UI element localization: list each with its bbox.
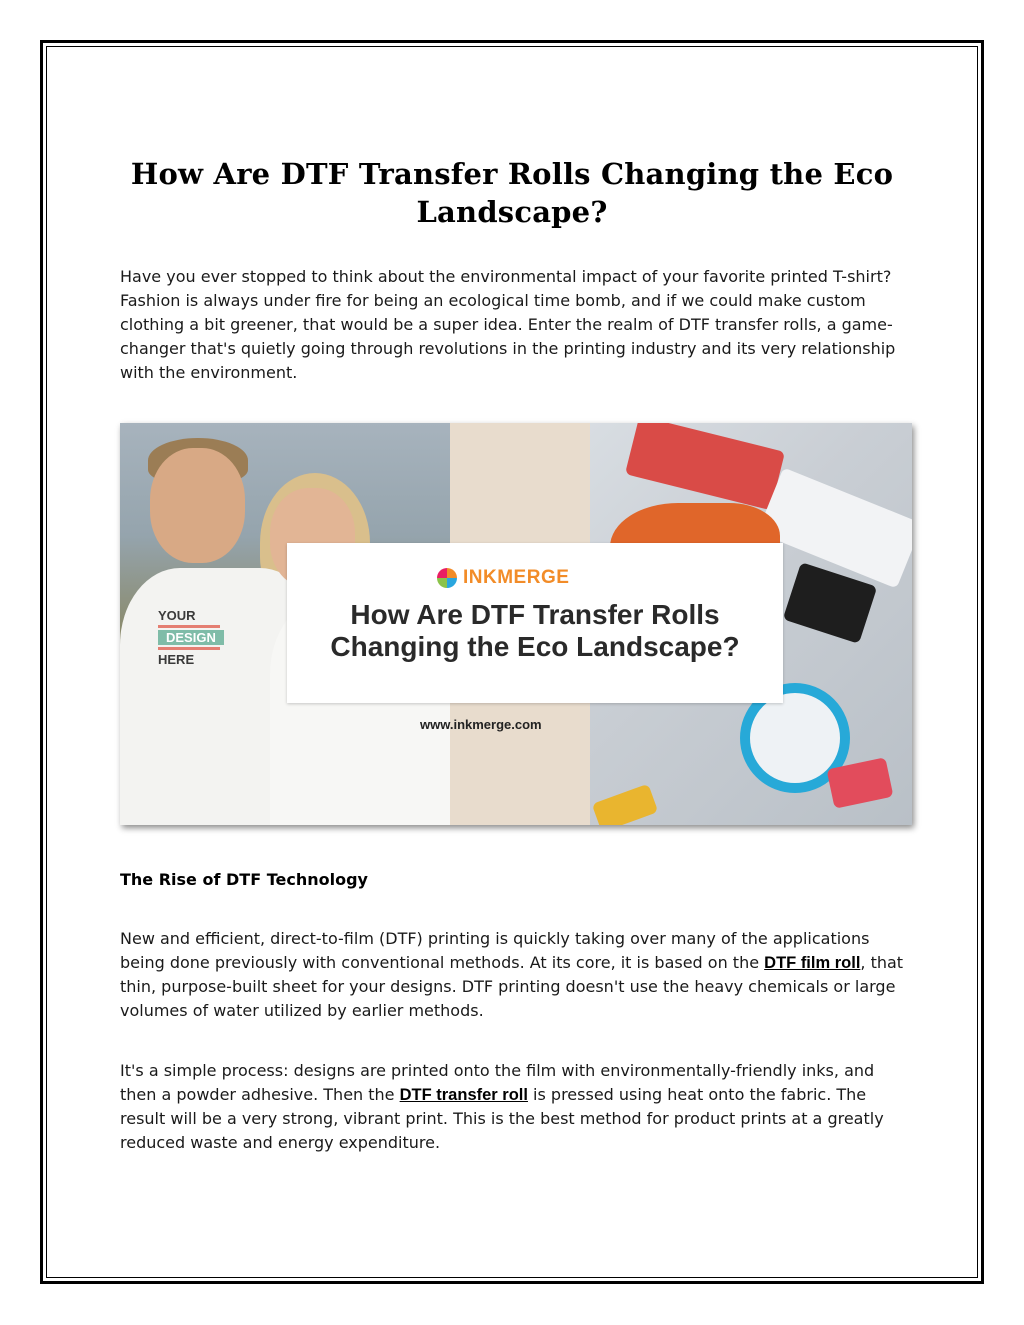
brand-name: INKMERGE — [463, 567, 570, 588]
brand-logo-lockup — [437, 567, 569, 589]
shirt-stripe — [158, 625, 220, 628]
shirt-stripe — [158, 647, 220, 650]
rise-paragraph-2 — [120, 1059, 910, 1155]
rise-p1-text-before: New and efficient, direct-to-film (DTF) printing is quickly taking over many of the applications being done previously with conventional methods. At its core, it is based on the — [120, 929, 870, 972]
red-sticker — [625, 423, 785, 510]
man-face — [150, 448, 245, 563]
article-title: How Are DTF Transfer Rolls Changing the Eco Landscape? — [130, 157, 894, 229]
intro-paragraph: Have you ever stopped to think about the environmental impact of your favorite printed T-shirt? Fashion is always under fire for being an ecological time bomb, and if we could make custom clothing a bit greener, that would be a super idea. Enter the realm of DTF transfer rolls, a game-changer that's quietly going through revolutions in the printing industry and its very relationship with the environment. — [120, 267, 896, 382]
rise-p2-text-before: It's a simple process: designs are printed onto the film with environmentally-friendly inks, and then a powder adhesive. Then the — [120, 1061, 875, 1104]
section-heading: The Rise of DTF Technology — [120, 870, 368, 889]
banner-headline: How Are DTF Transfer Rolls Changing the Eco Landscape? — [330, 599, 740, 662]
shirt-design-placeholder — [158, 608, 238, 667]
banner-title-card — [287, 543, 783, 703]
rise-p1-text-after: , that thin, purpose-built sheet for your designs. DTF printing doesn't use the heavy chemicals or large volumes of water utilized by earlier methods. — [120, 953, 904, 1020]
banner-image — [120, 423, 912, 825]
rise-paragraph-1 — [120, 927, 910, 1023]
dtf-transfer-roll-link[interactable]: DTF transfer roll — [399, 1086, 528, 1104]
dtf-film-roll-link[interactable]: DTF film roll — [764, 954, 861, 972]
rise-p2-text-after: is pressed using heat onto the fabric. The result will be a very strong, vibrant print. This is the best method for product prints at a greatly reduced waste and energy expenditure. — [120, 1085, 884, 1152]
inkmerge-logo-icon — [437, 568, 457, 588]
yellow-sticker — [592, 784, 659, 825]
shirt-text-your: YOUR — [158, 608, 196, 623]
shirt-text-here: HERE — [158, 652, 195, 667]
banner-website: www.inkmerge.com — [420, 717, 542, 732]
shirt-text-design: DESIGN — [158, 630, 224, 645]
